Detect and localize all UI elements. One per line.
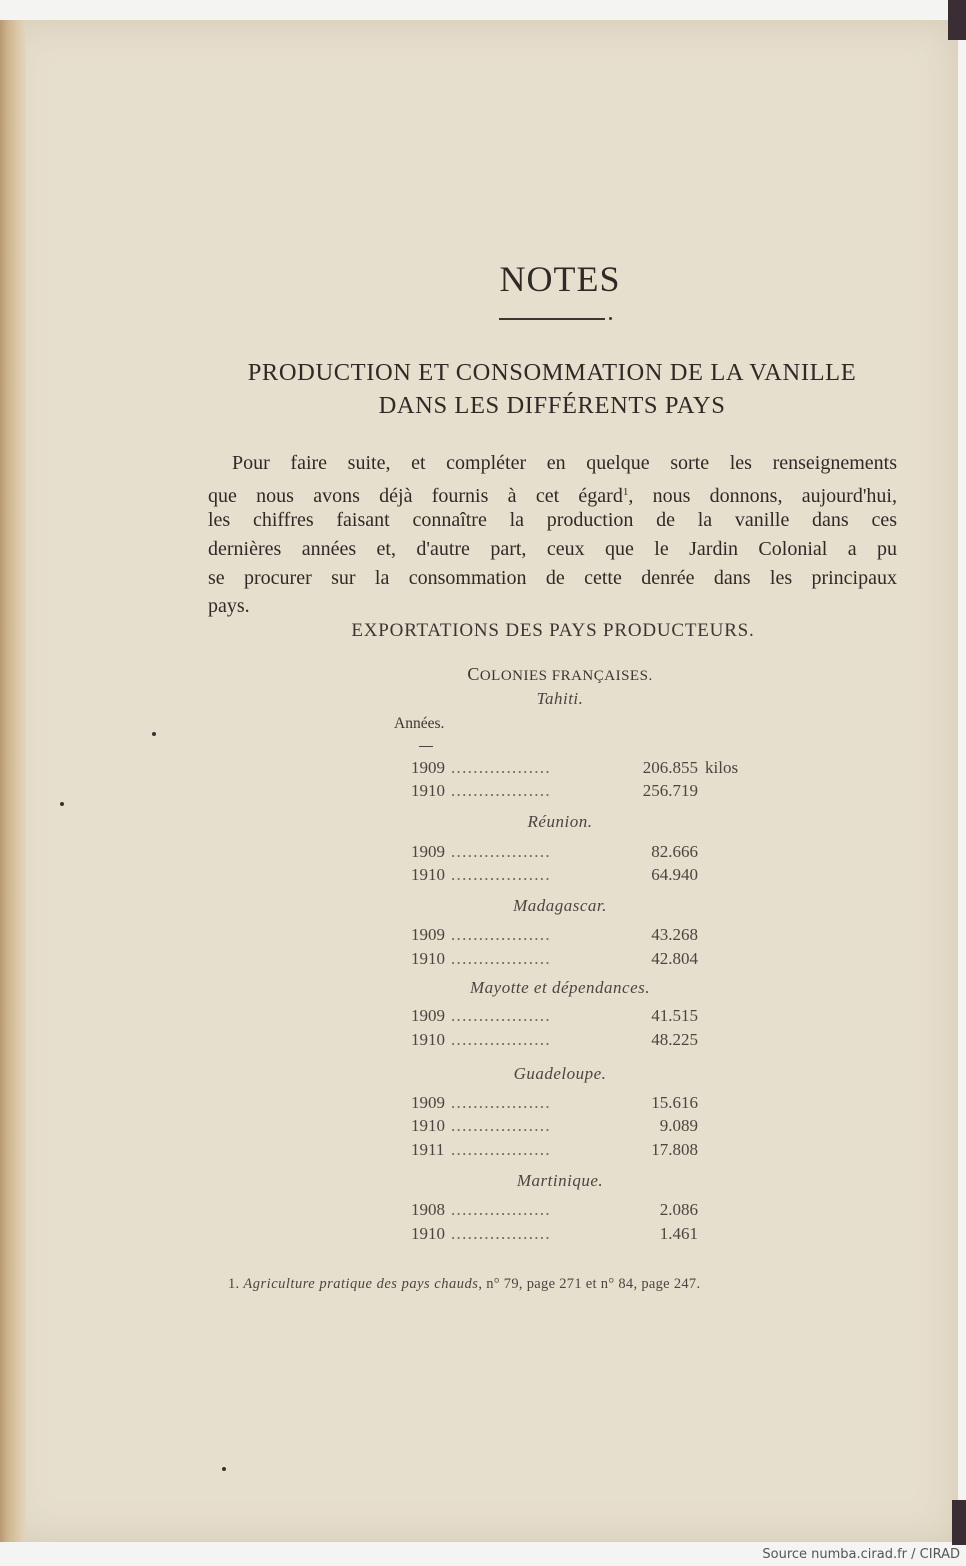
colony-name: Mayotte et dépendances. (469, 978, 650, 997)
book-cover-edge (948, 0, 966, 40)
footnote-number: 1. (228, 1276, 240, 1292)
years-header-dash (419, 746, 433, 747)
footnote-ref[interactable]: 1 (622, 485, 629, 498)
row-year: 1909 (411, 842, 445, 861)
row-year: 1909 (411, 758, 445, 777)
intro-paragraph (208, 449, 897, 621)
row-value: 42.804 (651, 949, 698, 968)
leader-dots: .................. (451, 842, 551, 861)
leader-dots: .................. (451, 949, 551, 968)
leader-dots: .................. (451, 1224, 551, 1243)
leader-dots: .................. (451, 1093, 551, 1112)
row-year: 1910 (411, 1224, 445, 1243)
colony-name: Martinique. (516, 1171, 604, 1190)
row-year: 1910 (411, 1116, 445, 1135)
paragraph-line: dernières années et, d'autre part, ceux que le Jardin Colonial a pu (208, 538, 897, 561)
row-year: 1909 (411, 925, 445, 944)
leader-dots: .................. (451, 1200, 551, 1219)
table-row (411, 1140, 751, 1160)
heading-line-2: DANS LES DIFFÉRENTS PAYS (378, 392, 726, 419)
row-year: 1911 (411, 1140, 445, 1159)
row-value: 1.461 (659, 1224, 698, 1243)
colony-name: Réunion. (527, 812, 593, 831)
page-title: NOTES (499, 259, 621, 299)
table-row (411, 1030, 751, 1050)
row-year: 1909 (411, 1093, 445, 1112)
table-row (411, 758, 751, 778)
leader-dots: .................. (451, 758, 551, 777)
title-rule (499, 318, 605, 320)
years-header: Années. (394, 715, 445, 732)
leader-dots: .................. (451, 1030, 551, 1049)
table-row (411, 865, 751, 885)
leader-dots: .................. (451, 925, 551, 944)
row-year: 1910 (411, 781, 445, 800)
row-value: 48.225 (651, 1030, 698, 1049)
leader-dots: .................. (451, 1006, 551, 1025)
paragraph-line: se procurer sur la consommation de cette denrée dans les principaux (208, 566, 897, 589)
speck (222, 1467, 226, 1471)
row-value: 41.515 (651, 1006, 698, 1025)
row-year: 1910 (411, 865, 445, 884)
book-cover-edge (952, 1500, 966, 1545)
row-year: 1908 (411, 1200, 445, 1219)
paragraph-text: , nous donnons, aujourd'hui, (628, 484, 897, 507)
footnote (228, 1276, 700, 1293)
row-value: 82.666 (651, 842, 698, 861)
row-value: 206.855 (642, 758, 698, 777)
table-row (411, 781, 751, 801)
unit-label: kilos (705, 758, 739, 777)
paragraph-text: que nous avons déjà fournis à cet égard (208, 484, 623, 507)
row-value: 17.808 (651, 1140, 698, 1159)
row-year: 1909 (411, 1006, 445, 1025)
subsection-title (380, 664, 740, 685)
paragraph-line (208, 478, 897, 507)
table-row (411, 925, 751, 945)
book-edge (0, 20, 26, 1542)
paragraph-line: pays. (208, 595, 250, 618)
subsection-period: . (648, 668, 653, 684)
row-value: 43.268 (651, 925, 698, 944)
subsection-text: OLONIES FRANÇAISES (479, 668, 649, 684)
leader-dots: .................. (451, 781, 551, 800)
speck (152, 732, 156, 736)
leader-dots: .................. (451, 1140, 551, 1159)
footnote-title: Agriculture pratique des pays chauds (243, 1276, 479, 1292)
subsection-initial: C (467, 664, 480, 684)
table-row (411, 1116, 751, 1136)
title-dot (609, 317, 612, 320)
row-value: 15.616 (651, 1093, 698, 1112)
colony-name: Tahiti. (536, 689, 584, 708)
row-value: 9.089 (659, 1116, 698, 1135)
paragraph-line: Pour faire suite, et compléter en quelque sorte les renseignements (232, 452, 897, 474)
table-row (411, 1006, 751, 1026)
table-row (411, 1200, 751, 1220)
row-year: 1910 (411, 949, 445, 968)
heading-line-1: PRODUCTION ET CONSOMMATION DE LA VANILLE (247, 359, 857, 386)
source-credit: Source numba.cirad.fr / CIRAD (762, 1547, 960, 1562)
row-value: 2.086 (659, 1200, 698, 1219)
footnote-text: , n° 79, page 271 et n° 84, page 247. (478, 1276, 701, 1292)
leader-dots: .................. (451, 865, 551, 884)
table-row (411, 1224, 751, 1244)
row-value: 64.940 (651, 865, 698, 884)
colony-name: Guadeloupe. (513, 1064, 607, 1083)
colony-name: Madagascar. (513, 896, 607, 915)
speck (60, 802, 64, 806)
paragraph-line: les chiffres faisant connaître la production de la vanille dans ces (208, 509, 897, 532)
leader-dots: .................. (451, 1116, 551, 1135)
table-row (411, 949, 751, 969)
row-year: 1910 (411, 1030, 445, 1049)
section-title: EXPORTATIONS DES PAYS PRODUCTEURS. (351, 620, 755, 641)
row-value: 256.719 (642, 781, 698, 800)
table-row (411, 842, 751, 862)
table-row (411, 1093, 751, 1113)
